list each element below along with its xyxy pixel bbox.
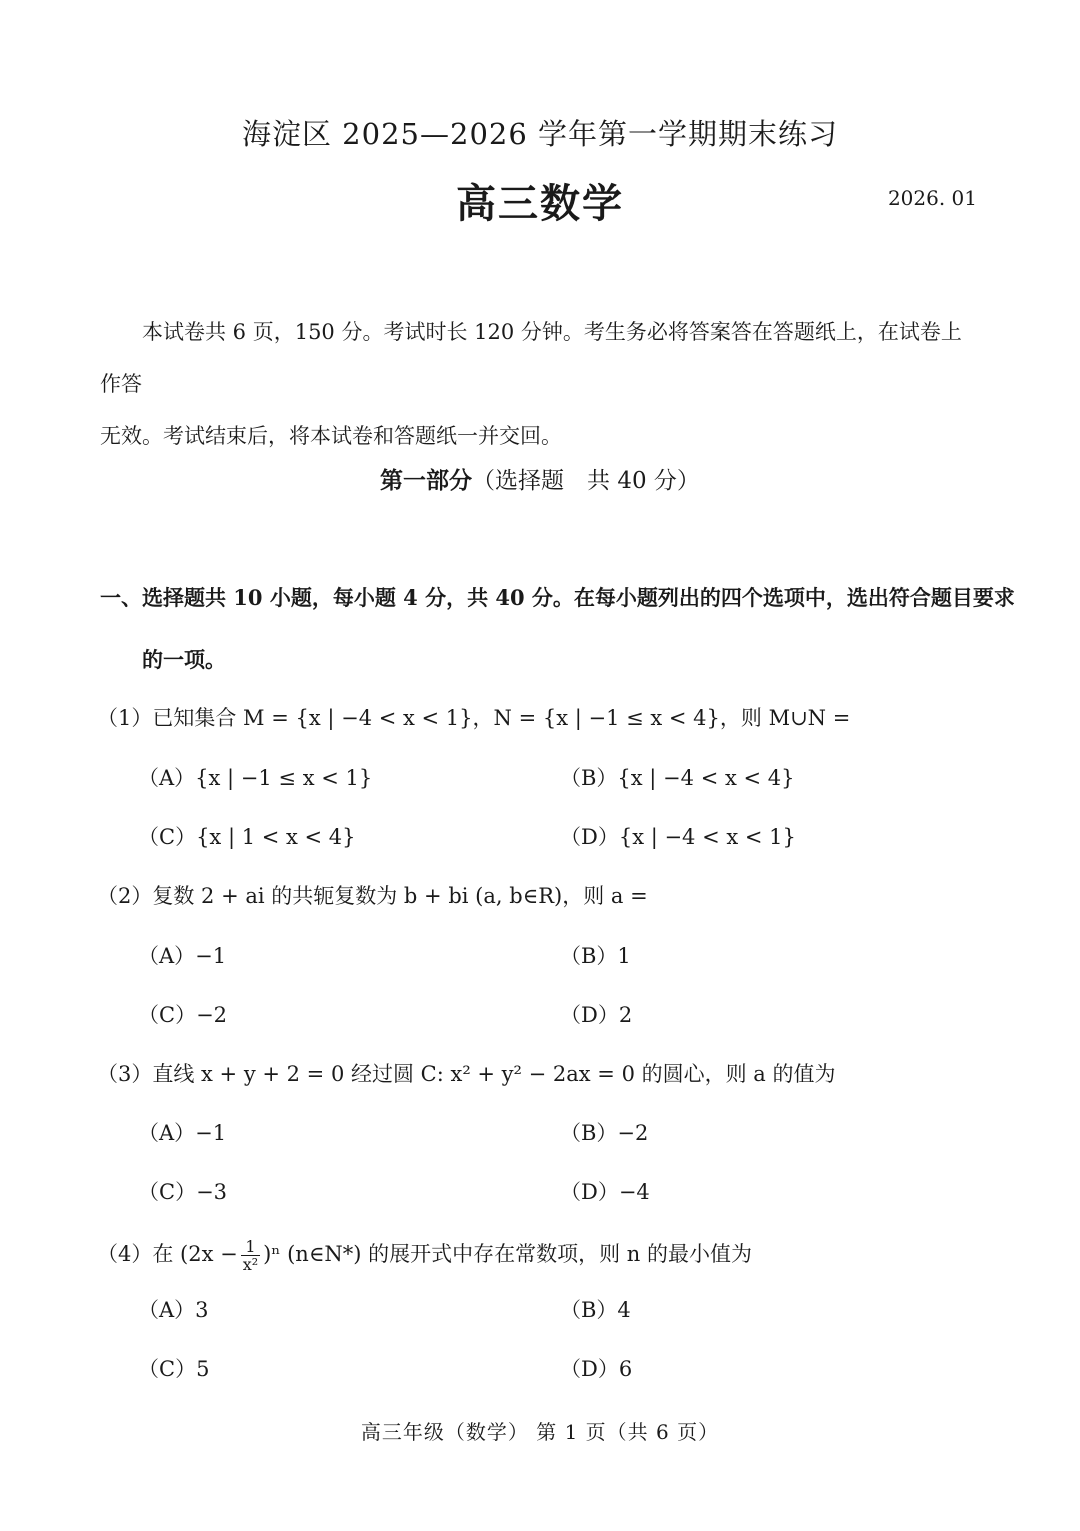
question-4-option-b: （B）4: [560, 1298, 631, 1322]
section-one-line-2: 的一项。: [142, 647, 226, 672]
question-1-stem: （1）已知集合 M = {x | −4 < x < 1}，N = {x | −1 ≤ x < 4}，则 M∪N =: [97, 706, 851, 730]
instructions: [100, 306, 980, 462]
question-2-stem: （2）复数 2 + ai 的共轭复数为 b + bi (a, b∈R)，则 a =: [97, 884, 648, 908]
question-2-option-c: （C）−2: [138, 1003, 228, 1027]
question-2-option-d: （D）2: [560, 1003, 633, 1027]
instructions-line-2: 无效。考试结束后，将本试卷和答题纸一并交回。: [100, 424, 562, 448]
question-1-option-d: （D）{x | −4 < x < 1}: [560, 825, 796, 849]
question-4-option-d: （D）6: [560, 1357, 633, 1381]
question-3-option-b: （B）−2: [560, 1121, 649, 1145]
question-1-option-c: （C）{x | 1 < x < 4}: [138, 825, 356, 849]
question-4-stem-start: （4）在 (2x −: [97, 1242, 238, 1266]
question-1-option-b: （B）{x | −4 < x < 4}: [560, 766, 795, 790]
fraction-numerator: 1: [241, 1238, 260, 1256]
question-1-option-a: （A）{x | −1 ≤ x < 1}: [138, 766, 373, 790]
question-4-stem-end: )ⁿ (n∈N*) 的展开式中存在常数项，则 n 的最小值为: [263, 1242, 752, 1266]
section-one-line-1: 一、选择题共 10 小题，每小题 4 分，共 40 分。在每小题列出的四个选项中，选出符合题目要求: [100, 585, 1015, 610]
question-3-stem: （3）直线 x + y + 2 = 0 经过圆 C: x² + y² − 2ax = 0 的圆心，则 a 的值为: [97, 1062, 836, 1086]
exam-title: 海淀区 2025—2026 学年第一学期期末练习: [241, 117, 839, 151]
part-one-title: 第一部分: [380, 467, 473, 494]
question-3-option-a: （A）−1: [138, 1121, 227, 1145]
fraction-denominator: x²: [242, 1255, 259, 1274]
part-one-note: （选择题 共 40 分）: [472, 468, 700, 494]
subject-title: 高三数学: [456, 180, 624, 227]
question-4-option-c: （C）5: [138, 1357, 210, 1381]
question-2-option-b: （B）1: [560, 944, 631, 968]
page-footer: 高三年级（数学） 第 1 页（共 6 页）: [360, 1420, 720, 1444]
instructions-line-1: 本试卷共 6 页，150 分。考试时长 120 分钟。考生务必将答案答在答题纸上，在试卷上作答: [100, 320, 962, 396]
question-3-option-d: （D）−4: [560, 1180, 650, 1204]
question-2-option-a: （A）−1: [138, 944, 227, 968]
part-one-heading: [0, 462, 1080, 495]
fraction: [241, 1238, 260, 1273]
question-4-stem: [97, 1238, 752, 1273]
question-4-option-a: （A）3: [138, 1298, 209, 1322]
question-3-option-c: （C）−3: [138, 1180, 228, 1204]
exam-date: 2026. 01: [887, 186, 977, 210]
